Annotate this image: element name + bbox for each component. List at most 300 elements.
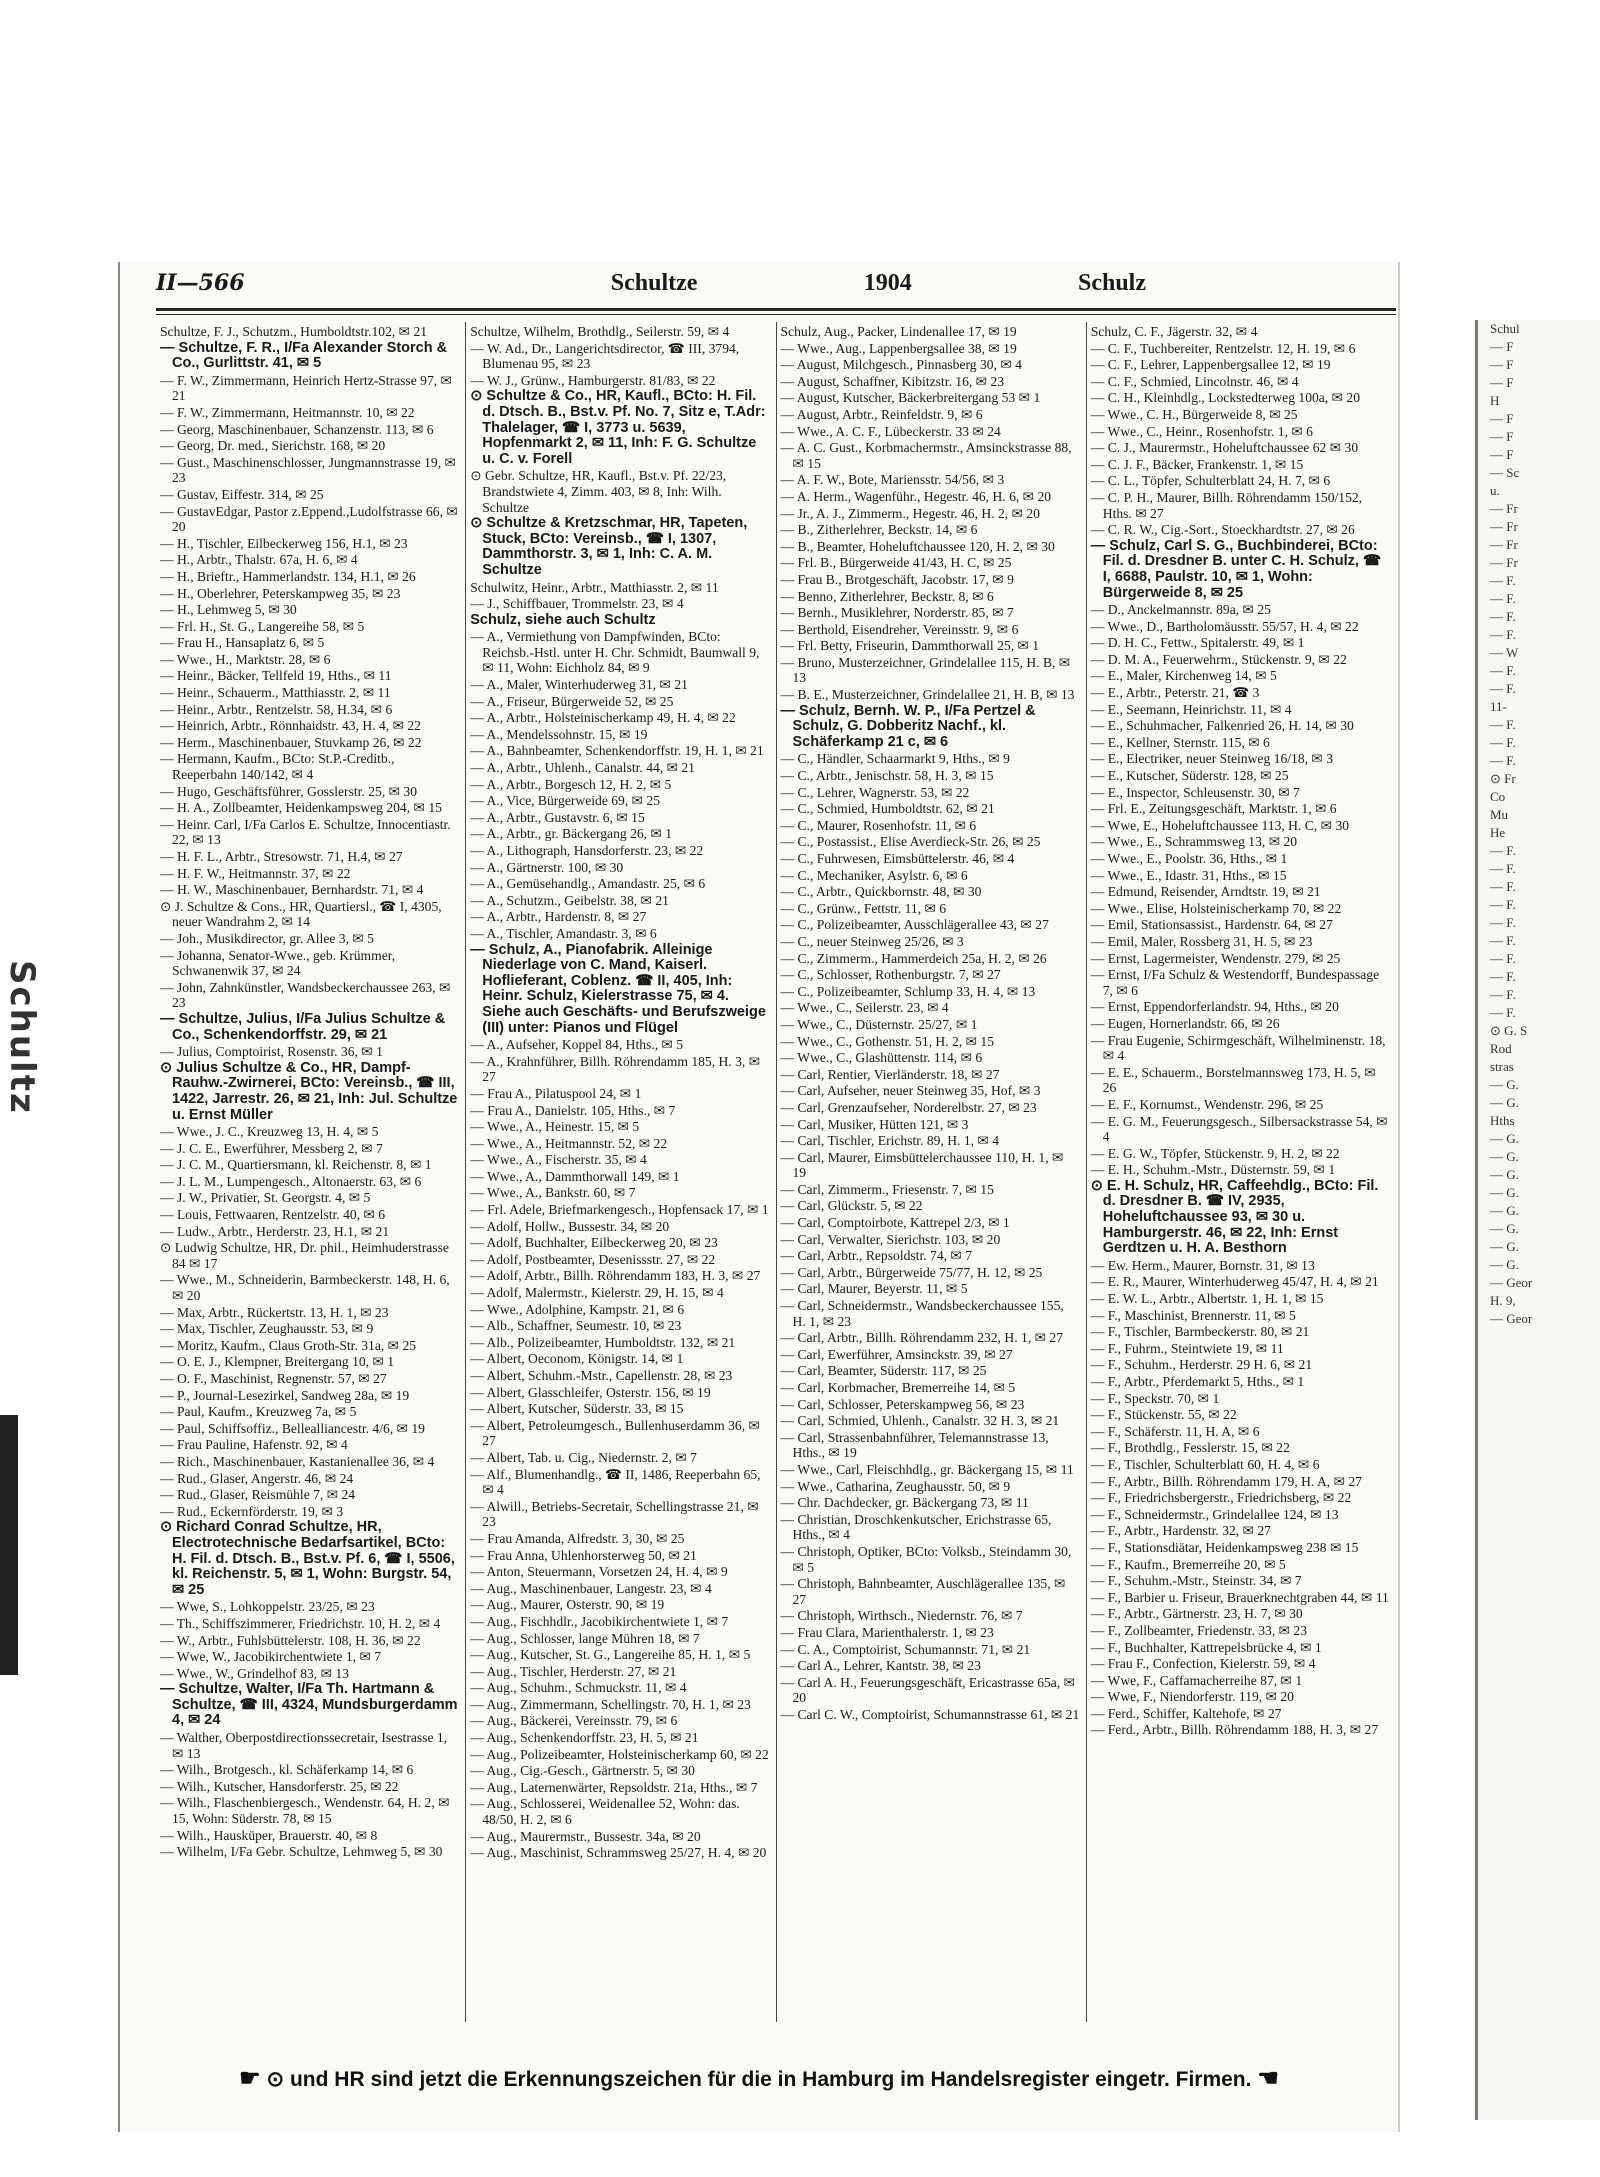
adjacent-page-fragment: — F — [1490, 357, 1514, 372]
directory-entry: — J. C. M., Quartiersmann, kl. Reichenstr. 8, ✉ 1 — [160, 1157, 432, 1173]
directory-entry: — Wwe, W., Jacobikirchentwiete 1, ✉ 7 — [160, 1649, 382, 1665]
directory-entry: ⊙ Schultze & Co., HR, Kaufl., BCto: H. Fil. d. Dtsch. B., Bst.v. Pf. No. 7, Sitz e, T.Adr: Thalelager, ☎ I, 3773 u. 5639, Hopfenmarkt 2, ✉ 11, Inh: F. G. Schultze u. C. v. Forell — [470, 388, 766, 467]
directory-entry: — Schulz, Carl S. G., Buchbinderei, BCto: Fil. d. Dresdner B. unter C. H. Schulz, ☎ I, 6688, Paulstr. 10, ✉ 1, Wohn: Bürgerweide 8, ✉ 25 — [1090, 537, 1382, 601]
directory-entry: — Carl, Musiker, Hütten 121, ✉ 3 — [780, 1116, 969, 1132]
directory-entry: — F., Arbtr., Gärtnerstr. 23, H. 7, ✉ 30 — [1090, 1606, 1303, 1622]
directory-entry: — Aug., Tischler, Herderstr. 27, ✉ 21 — [470, 1663, 677, 1679]
directory-entry: — Alb., Schaffner, Seumestr. 10, ✉ 23 — [470, 1318, 682, 1334]
directory-entry: — Th., Schiffszimmerer, Friedrichstr. 10, H. 2, ✉ 4 — [160, 1615, 441, 1631]
directory-entry: — Hermann, Kaufm., BCto: St.P.-Creditb., Reeperbahn 140/142, ✉ 4 — [160, 751, 395, 783]
directory-entry: — Albert, Tab. u. Cig., Niedernstr. 2, ✉ 7 — [470, 1449, 697, 1465]
directory-entry: — J. W., Privatier, St. Georgstr. 4, ✉ 5 — [160, 1190, 371, 1206]
directory-entry: — E. G. M., Feuerungsgesch., Silbersackstrasse 54, ✉ 4 — [1090, 1113, 1388, 1145]
adjacent-page-fragment: Co — [1490, 789, 1506, 804]
directory-entry: — Anton, Steuermann, Vorsetzen 24, H. 4, ✉ 9 — [470, 1564, 728, 1580]
directory-entry: — Adolf, Buchhalter, Eilbeckerweg 20, ✉ 23 — [470, 1235, 718, 1251]
directory-entry: — H., Tischler, Eilbeckerweg 156, H.1, ✉ 23 — [160, 535, 408, 551]
directory-entry: — August, Kutscher, Bäckerbreitergang 53 ✉ 1 — [780, 390, 1041, 406]
directory-entry: — Alwill., Betriebs-Secretair, Schellingstrasse 21, ✉ 23 — [470, 1498, 759, 1530]
directory-entry: — Aug., Maurer, Osterstr. 90, ✉ 19 — [470, 1597, 665, 1613]
directory-entry: — C., Händler, Schaarmarkt 9, Hths., ✉ 9 — [780, 751, 1010, 767]
directory-entry: — Ernst, Lagermeister, Wendenstr. 279, ✉ 25 — [1090, 950, 1341, 966]
directory-entry: — F., Stationsdiätar, Heidenkampsweg 238 ✉ 15 — [1090, 1539, 1359, 1555]
directory-entry: — Berthold, Eisendreher, Vereinsstr. 9, ✉ 6 — [780, 621, 1019, 637]
directory-entry: — Carl, Arbtr., Bürgerweide 75/77, H. 12, ✉ 25 — [780, 1264, 1043, 1280]
directory-entry: — Adolf, Hollw., Bussestr. 34, ✉ 20 — [470, 1218, 670, 1234]
directory-entry: — Frau Amanda, Alfredstr. 3, 30, ✉ 25 — [470, 1530, 685, 1546]
directory-entry: — Frau Eugenie, Schirmgeschäft, Wilhelminenstr. 18, ✉ 4 — [1090, 1032, 1386, 1064]
directory-entry: — A., Tischler, Amandastr. 3, ✉ 6 — [470, 925, 657, 941]
directory-entry: — C., Schmied, Humboldtstr. 62, ✉ 21 — [780, 801, 995, 817]
directory-entry: — A., Arbtr., Hardenstr. 8, ✉ 27 — [470, 909, 647, 925]
directory-entry: — H., Oberlehrer, Peterskampweg 35, ✉ 23 — [160, 585, 401, 601]
directory-entry: — Schulz, A., Pianofabrik. Alleinige Niederlage von C. Mand, Kaiserl. Hoflieferant, Coblenz. ☎ II, 405, Inh: Heinr. Schulz, Kielerstrasse 75, ✉ 4. Siehe auch Geschäfts- und Berufszweige (III) unter: Pianos und Flügel — [470, 941, 766, 1036]
directory-entry: — C., Mechaniker, Asylstr. 6, ✉ 6 — [780, 867, 968, 883]
directory-entry: — H. F. L., Arbtr., Stresowstr. 71, H.4, ✉ 27 — [160, 849, 403, 864]
directory-entry: — Albert, Schuhm.-Mstr., Capellenstr. 28, ✉ 23 — [470, 1368, 733, 1383]
header-year: 1904 — [863, 270, 912, 296]
directory-entry: — Carl, Rentier, Vierländerstr. 18, ✉ 27 — [780, 1066, 1000, 1082]
directory-entry: — Wwe., C., Düsternstr. 25/27, ✉ 1 — [780, 1016, 978, 1032]
directory-entry: — Ew. Herm., Maurer, Bornstr. 31, ✉ 13 — [1090, 1257, 1315, 1273]
adjacent-page-fragment: — G. — [1490, 1185, 1519, 1200]
adjacent-page-fragment: — F. — [1490, 573, 1516, 588]
directory-entry: — E., Kellner, Sternstr. 115, ✉ 6 — [1090, 734, 1270, 750]
directory-entry: — Adolf, Postbeamter, Desenissstr. 27, ✉ 22 — [470, 1251, 716, 1267]
directory-entry: — A., Arbtr., gr. Bäckergang 26, ✉ 1 — [470, 826, 673, 842]
directory-entry: — C. F., Tuchbereiter, Rentzelstr. 12, H. 19, ✉ 6 — [1090, 340, 1356, 356]
directory-page — [118, 262, 1398, 2132]
directory-entry: — Frau Anna, Uhlenhorsterweg 50, ✉ 21 — [470, 1547, 697, 1563]
directory-entry: — B. E., Musterzeichner, Grindelallee 21, H. B, ✉ 13 — [780, 687, 1075, 703]
directory-entry: — Emil, Maler, Rossberg 31, H. 5, ✉ 23 — [1090, 933, 1313, 949]
directory-entry: — H. F. W., Heitmannstr. 37, ✉ 22 — [160, 865, 351, 881]
directory-entry: — F., Arbtr., Pferdemarkt 5, Hths., ✉ 1 — [1090, 1374, 1305, 1389]
directory-entry: — August, Milchgesch., Pinnasberg 30, ✉ 4 — [780, 357, 1022, 373]
directory-entry: — F., Zollbeamter, Friedenstr. 33, ✉ 23 — [1090, 1622, 1308, 1638]
header-left-name: Schultze — [610, 270, 698, 296]
directory-entry: — Wwe, E., Hoheluftchaussee 113, H. C, ✉ 30 — [1090, 817, 1350, 833]
directory-entry: — F., Tischler, Schulterblatt 60, H. 4, ✉ 6 — [1090, 1456, 1320, 1472]
header-right-name: Schulz — [1077, 270, 1146, 296]
adjacent-page-fragment: Schul — [1490, 321, 1520, 336]
directory-entry: ⊙ Gebr. Schultze, HR, Kaufl., Bst.v. Pf. 22/23, Brandstwiete 4, Zimm. 403, ✉ 8, Inh: Wilh. Schultze — [470, 468, 727, 515]
adjacent-page-fragment: — F. — [1490, 609, 1516, 624]
directory-entry: — Wwe., J. C., Kreuzweg 13, H. 4, ✉ 5 — [160, 1124, 379, 1140]
adjacent-page-fragment: — F. — [1490, 933, 1516, 948]
directory-entry: — Frl. Adele, Briefmarkengesch., Hopfensack 17, ✉ 1 — [470, 1202, 769, 1218]
adjacent-page-fragment: ⊙ G. S — [1490, 1023, 1528, 1038]
directory-entry: — F., Schuhm.-Mstr., Steinstr. 34, ✉ 7 — [1090, 1573, 1302, 1589]
directory-entry: — Adolf, Arbtr., Billh. Röhrendamm 183, H. 3, ✉ 27 — [470, 1268, 761, 1284]
adjacent-page-fragment: — F — [1490, 411, 1514, 426]
directory-entry: — E., Seemann, Heinrichstr. 11, ✉ 4 — [1090, 701, 1292, 717]
adjacent-page-edge — [1475, 320, 1600, 2120]
directory-entry: — Carl, Ewerführer, Amsinckstr. 39, ✉ 27 — [780, 1346, 1013, 1362]
directory-entry: — Albert, Petroleumgesch., Bullenhuserdamm 36, ✉ 27 — [470, 1417, 760, 1449]
directory-entry: — Wwe, F., Caffamacherreihe 87, ✉ 1 — [1090, 1672, 1303, 1688]
adjacent-page-fragment: — G. — [1490, 1203, 1519, 1218]
directory-entry: — GustavEdgar, Pastor z.Eppend.,Ludolfstrasse 66, ✉ 20 — [160, 503, 458, 535]
adjacent-page-fragment: — F — [1490, 429, 1514, 444]
directory-entry: — Heinr., Schauerm., Matthiasstr. 2, ✉ 11 — [160, 685, 391, 701]
directory-entry: — Paul, Schiffsoffiz., Bellealliancestr. 4/6, ✉ 19 — [160, 1420, 425, 1436]
adjacent-page-fragment: Hths — [1490, 1113, 1515, 1128]
adjacent-page-fragment: — F — [1490, 339, 1514, 354]
directory-entry: — Carl, Schneidermstr., Wandsbeckerchaussee 155, H. 1, ✉ 23 — [780, 1298, 1064, 1329]
directory-entry: — O. F., Maschinist, Regnenstr. 57, ✉ 27 — [160, 1371, 387, 1386]
adjacent-page-fragment: — F. — [1490, 753, 1516, 768]
column-1 — [156, 322, 466, 2022]
directory-entry: — Alf., Blumenhandlg., ☎ II, 1486, Reeperbahn 65, ✉ 4 — [470, 1466, 761, 1498]
directory-entry: — Aug., Cig.-Gesch., Gärtnerstr. 5, ✉ 30 — [470, 1763, 695, 1779]
directory-entry: — Wwe., A., Heitmannstr. 52, ✉ 22 — [470, 1135, 668, 1151]
directory-entry: — Schultze, Julius, I/Fa Julius Schultze & Co., Schenkendorffstr. 29, ✉ 21 — [160, 1010, 446, 1043]
directory-entry: — Carl, Korbmacher, Bremerreihe 14, ✉ 5 — [780, 1380, 1016, 1395]
directory-entry: ⊙ E. H. Schulz, HR, Caffeehdlg., BCto: Fil. d. Dresdner B. ☎ IV, 2935, Hoheluftchaussee 93, ✉ 30 u. Hamburgerstr. 46, ✉ 22, Inh: Ernst Gerdtzen u. H. A. Besthorn — [1090, 1177, 1379, 1257]
directory-entry: — E., Inspector, Schleusenstr. 30, ✉ 7 — [1090, 784, 1300, 800]
adjacent-page-fragment: — G. — [1490, 1149, 1519, 1164]
directory-entry: — Carl, Verwalter, Sierichstr. 103, ✉ 20 — [780, 1231, 1001, 1247]
directory-entry: — F., Friedrichsbergerstr., Friedrichsberg, ✉ 22 — [1090, 1490, 1352, 1506]
directory-entry: Schulwitz, Heinr., Arbtr., Matthiasstr. 2, ✉ 11 — [470, 579, 719, 595]
directory-entry: — Aug., Bäckerei, Vereinsstr. 79, ✉ 6 — [470, 1713, 678, 1729]
directory-entry: — A., Schutzm., Geibelstr. 38, ✉ 21 — [470, 892, 669, 908]
directory-entry: — W. J., Grünw., Hamburgerstr. 81/83, ✉ 22 — [470, 372, 716, 388]
directory-entry: — Aug., Schenkendorffstr. 23, H. 5, ✉ 21 — [470, 1730, 699, 1746]
directory-entry: — Ernst, Eppendorferlandstr. 94, Hths., ✉ 20 — [1090, 999, 1339, 1015]
directory-entry: — A., Aufseher, Koppel 84, Hths., ✉ 5 — [470, 1037, 684, 1053]
directory-entry: — W. Ad., Dr., Langerichtsdirector, ☎ III, 3794, Blumenau 95, ✉ 23 — [470, 340, 740, 372]
directory-entry: — F., Arbtr., Hardenstr. 32, ✉ 27 — [1090, 1523, 1271, 1539]
directory-entry: — Aug., Maschinenbauer, Langestr. 23, ✉ 4 — [470, 1580, 712, 1596]
directory-entry: — F., Arbtr., Billh. Röhrendamm 179, H. A, ✉ 27 — [1090, 1473, 1362, 1489]
adjacent-page-fragment: — Geor — [1490, 1311, 1533, 1326]
directory-entry: — C., Grünw., Fettstr. 11, ✉ 6 — [780, 900, 947, 916]
directory-entry: ⊙ J. Schultze & Cons., HR, Quartiersl., ☎ I, 4305, neuer Wandrahm 2, ✉ 14 — [160, 898, 442, 930]
directory-entry: — Wwe., A., Fischerstr. 35, ✉ 4 — [470, 1152, 647, 1168]
directory-entry: — F., Stückenstr. 55, ✉ 22 — [1090, 1407, 1237, 1423]
directory-entry: — Aug., Maschinist, Schrammsweg 25/27, H. 4, ✉ 20 — [470, 1845, 767, 1861]
directory-entry: — Albert, Glasschleifer, Osterstr. 156, ✉ 19 — [470, 1384, 711, 1400]
directory-entry: — Aug., Schlosserei, Weidenallee 52, Wohn: das. 48/50, H. 2, ✉ 6 — [470, 1796, 740, 1828]
directory-entry: — Wwe, F., Niendorferstr. 119, ✉ 20 — [1090, 1689, 1294, 1705]
adjacent-page-fragment: — Geor — [1490, 1275, 1533, 1290]
directory-entry: — H., Arbtr., Thalstr. 67a, H. 6, ✉ 4 — [160, 552, 358, 568]
directory-entry: — Aug., Schlosser, lange Mühren 18, ✉ 7 — [470, 1630, 700, 1646]
directory-columns — [156, 322, 1396, 2022]
directory-entry: — B., Beamter, Hoheluftchaussee 120, H. 2, ✉ 30 — [780, 538, 1055, 554]
directory-entry: — Wwe., C. H., Bürgerweide 8, ✉ 25 — [1090, 406, 1298, 422]
directory-entry: — Aug., Fischhdlr., Jacobikirchentwiete 1, ✉ 7 — [470, 1613, 729, 1629]
directory-entry: — F. W., Zimmermann, Heitmannstr. 10, ✉ 22 — [160, 404, 415, 420]
directory-entry: — Aug., Kutscher, St. G., Langereihe 85, H. 1, ✉ 5 — [470, 1647, 751, 1663]
footer-note: ⊙ und HR sind jetzt die Erkennungszeichen für die in Hamburg im Handelsregister eingetr. Firmen. — [266, 2068, 1252, 2091]
directory-entry: — Rud., Glaser, Angerstr. 46, ✉ 24 — [160, 1470, 354, 1486]
directory-entry: — Wwe., W., Grindelhof 83, ✉ 13 — [160, 1665, 349, 1681]
column-2 — [466, 322, 776, 2022]
directory-entry: — Hugo, Geschäftsführer, Gosslerstr. 25, ✉ 30 — [160, 783, 417, 799]
adjacent-page-fragment: — F. — [1490, 663, 1516, 678]
directory-entry: — Wwe., A. C. F., Lübeckerstr. 33 ✉ 24 — [780, 423, 1001, 439]
directory-entry: — Heinr., Arbtr., Rentzelstr. 58, H.34, ✉ 6 — [160, 701, 393, 717]
adjacent-page-fragment: 11- — [1490, 699, 1507, 714]
directory-entry: — Wwe., Adolphine, Kampstr. 21, ✉ 6 — [470, 1301, 685, 1317]
directory-entry: — Georg, Maschinenbauer, Schanzenstr. 113, ✉ 6 — [160, 421, 434, 437]
directory-entry: — Christoph, Optiker, BCto: Volksb., Steindamm 30, ✉ 5 — [780, 1543, 1072, 1575]
directory-entry: — Louis, Fettwaaren, Rentzelstr. 40, ✉ 6 — [160, 1207, 386, 1223]
directory-entry: — Carl, Schlosser, Peterskampweg 56, ✉ 23 — [780, 1396, 1025, 1412]
directory-entry: — Carl, Beamter, Süderstr. 117, ✉ 25 — [780, 1363, 987, 1379]
adjacent-page-fragment: u. — [1490, 483, 1500, 498]
directory-entry: — Chr. Dachdecker, gr. Bäckergang 73, ✉ 11 — [780, 1495, 1029, 1511]
directory-entry: — E., Maler, Kirchenweg 14, ✉ 5 — [1090, 668, 1277, 684]
directory-entry: — Frl. E., Zeitungsgeschäft, Marktstr. 1, ✉ 6 — [1090, 801, 1337, 817]
directory-entry: Schulz, C. F., Jägerstr. 32, ✉ 4 — [1090, 324, 1258, 339]
directory-entry: — Max, Arbtr., Rückertstr. 13, H. 1, ✉ 23 — [160, 1304, 389, 1320]
directory-entry: — Paul, Kaufm., Kreuzweg 7a, ✉ 5 — [160, 1404, 357, 1420]
directory-entry: — Ferd., Schiffer, Kaltehofe, ✉ 27 — [1090, 1705, 1282, 1721]
adjacent-page-fragment: — G. — [1490, 1221, 1519, 1236]
adjacent-page-fragment: — G. — [1490, 1131, 1519, 1146]
directory-entry: — Schultze, F. R., I/Fa Alexander Storch & Co., Gurlittstr. 41, ✉ 5 — [160, 339, 448, 372]
directory-entry: — Frau F., Confection, Kielerstr. 59, ✉ 4 — [1090, 1656, 1316, 1672]
directory-entry: — Ferd., Arbtr., Billh. Röhrendamm 188, H. 3, ✉ 27 — [1090, 1722, 1379, 1738]
directory-entry: — Aug., Laternenwärter, Repsoldstr. 21a, Hths., ✉ 7 — [470, 1779, 758, 1795]
directory-entry: — Heinr. Carl, I/Fa Carlos E. Schultze, Innocentiastr. 22, ✉ 13 — [160, 816, 451, 848]
adjacent-page-fragment: — F. — [1490, 879, 1516, 894]
directory-entry: — H. W., Maschinenbauer, Bernhardstr. 71, ✉ 4 — [160, 882, 424, 898]
adjacent-page-fragment: — F. — [1490, 591, 1516, 606]
page-footer — [120, 2064, 1398, 2093]
directory-entry: — F., Speckstr. 70, ✉ 1 — [1090, 1390, 1220, 1406]
directory-entry: — J. C. E., Ewerführer, Messberg 2, ✉ 7 — [160, 1140, 383, 1156]
adjacent-page-fragment: — F — [1490, 375, 1514, 390]
directory-entry: — Rud., Eckernförderstr. 19, ✉ 3 — [160, 1503, 344, 1519]
directory-entry: — Rich., Maschinenbauer, Kastanienallee 36, ✉ 4 — [160, 1453, 435, 1469]
adjacent-page-fragment: — F. — [1490, 969, 1516, 984]
directory-entry: — Carl, Arbtr., Repsoldstr. 74, ✉ 7 — [780, 1248, 973, 1264]
directory-entry: — Aug., Maurermstr., Bussestr. 34a, ✉ 20 — [470, 1828, 701, 1844]
directory-entry: — Wwe., A., Bankstr. 60, ✉ 7 — [470, 1185, 636, 1201]
directory-entry: — Jr., A. J., Zimmerm., Hegestr. 46, H. 2, ✉ 20 — [780, 505, 1040, 521]
adjacent-page-fragment: — Fr — [1490, 537, 1518, 552]
directory-entry: — Herm., Maschinenbauer, Stuvkamp 26, ✉ 22 — [160, 734, 422, 750]
adjacent-page-fragment: — G. — [1490, 1095, 1519, 1110]
adjacent-page-fragment: — F. — [1490, 987, 1516, 1002]
directory-entry: — H., Lehmweg 5, ✉ 30 — [160, 602, 297, 618]
directory-entry: — Frau A., Pilatuspool 24, ✉ 1 — [470, 1085, 642, 1101]
adjacent-page-fragment: — G. — [1490, 1257, 1519, 1272]
directory-entry: — Wwe., Carl, Fleischhdlg., gr. Bäckergang 15, ✉ 11 — [780, 1461, 1074, 1477]
directory-entry: — Carl, Strassenbahnführer, Telemannstrasse 13, Hths., ✉ 19 — [780, 1429, 1049, 1461]
directory-entry: — Alb., Polizeibeamter, Humboldtstr. 132, ✉ 21 — [470, 1334, 736, 1350]
directory-entry: — Edmund, Reisender, Arndtstr. 19, ✉ 21 — [1090, 884, 1321, 900]
directory-entry: — A., Arbtr., Uhlenh., Canalstr. 44, ✉ 21 — [470, 760, 695, 776]
directory-entry: — Carl, Aufseher, neuer Steinweg 35, Hof, ✉ 3 — [780, 1083, 1041, 1099]
directory-entry: — Wwe., Aug., Lappenbergsallee 38, ✉ 19 — [780, 340, 1017, 356]
directory-entry: — A., Arbtr., Gustavstr. 6, ✉ 15 — [470, 809, 645, 825]
adjacent-page-fragment: Mu — [1490, 807, 1509, 822]
directory-entry: — C. F., Lehrer, Lappenbergsallee 12, ✉ 19 — [1090, 357, 1331, 373]
directory-entry: — Julius, Comptoirist, Rosenstr. 36, ✉ 1 — [160, 1044, 383, 1060]
directory-entry: — B., Zitherlehrer, Beckstr. 14, ✉ 6 — [780, 522, 978, 538]
pointing-hand-right-icon: ☚ — [1257, 2065, 1279, 2092]
directory-entry: — Wwe., E., Idastr. 31, Hths., ✉ 15 — [1090, 867, 1287, 883]
directory-entry: — Heinr., Bäcker, Tellfeld 19, Hths., ✉ 11 — [160, 668, 392, 684]
directory-entry: — E. G. W., Töpfer, Stückenstr. 9, H. 2, ✉ 22 — [1090, 1145, 1340, 1161]
directory-entry: — Wwe., C., Gothenstr. 51, H. 2, ✉ 15 — [780, 1033, 995, 1049]
directory-entry: ⊙ Ludwig Schultze, HR, Dr. phil., Heimhuderstrasse 84 ✉ 17 — [160, 1240, 449, 1271]
directory-entry: — Max, Tischler, Zeughausstr. 53, ✉ 9 — [160, 1321, 374, 1337]
adjacent-page-fragment: — F. — [1490, 735, 1516, 750]
directory-entry: — Frau Pauline, Hafenstr. 92, ✉ 4 — [160, 1437, 348, 1453]
directory-entry: — F., Buchhalter, Kattrepelsbrücke 4, ✉ 1 — [1090, 1639, 1322, 1655]
directory-entry: — Wilh., Kutscher, Hansdorferstr. 25, ✉ 22 — [160, 1778, 399, 1794]
directory-entry: — Wilh., Hausküper, Brauerstr. 40, ✉ 8 — [160, 1827, 378, 1843]
directory-entry: — A., Lithograph, Hansdorferstr. 23, ✉ 22 — [470, 843, 704, 858]
directory-entry: — D., Anckelmannstr. 89a, ✉ 25 — [1090, 602, 1271, 618]
directory-entry: — Wwe., C., Glashüttenstr. 114, ✉ 6 — [780, 1050, 983, 1066]
directory-entry: — August, Arbtr., Reinfeldstr. 9, ✉ 6 — [780, 406, 983, 422]
directory-entry: — Frau B., Brotgeschäft, Jacobstr. 17, ✉ 9 — [780, 571, 1014, 587]
adjacent-page-fragment: — F. — [1490, 951, 1516, 966]
directory-entry: — F., Barbier u. Friseur, Brauerknechtgraben 44, ✉ 11 — [1090, 1589, 1389, 1605]
directory-entry: — F., Fuhrm., Steintwiete 19, ✉ 11 — [1090, 1340, 1284, 1356]
directory-entry: — C. J., Maurermstr., Hoheluftchaussee 62 ✉ 30 — [1090, 440, 1359, 456]
directory-entry: — Johanna, Senator-Wwe., geb. Krümmer, Schwanenwik 37, ✉ 24 — [160, 947, 396, 979]
directory-entry: — E., Electriker, neuer Steinweg 16/18, ✉ 3 — [1090, 751, 1334, 767]
directory-entry: — Emil, Stationsassist., Hardenstr. 64, ✉ 27 — [1090, 917, 1333, 933]
directory-entry: — Carl, Maurer, Eimsbüttelerchaussee 110, H. 1, ✉ 19 — [780, 1149, 1064, 1181]
directory-entry: — C., neuer Steinweg 25/26, ✉ 3 — [780, 933, 964, 949]
directory-entry: — A., Arbtr., Borgesch 12, H. 2, ✉ 5 — [470, 776, 672, 792]
directory-entry: — A., Gärtnerstr. 100, ✉ 30 — [470, 859, 624, 875]
adjacent-page-fragment: — G. — [1490, 1077, 1519, 1092]
directory-entry: — Gust., Maschinenschlosser, Jungmannstrasse 19, ✉ 23 — [160, 454, 456, 486]
directory-entry: — Wilh., Flaschenbiergesch., Wendenstr. 64, H. 2, ✉ 15, Wohn: Süderstr. 78, ✉ 15 — [160, 1795, 450, 1827]
directory-entry: — Benno, Zitherlehrer, Beckstr. 8, ✉ 6 — [780, 588, 994, 604]
directory-entry: — C. F., Schmied, Lincolnstr. 46, ✉ 4 — [1090, 373, 1299, 389]
directory-entry: — Wilh., Brotgesch., kl. Schäferkamp 14, ✉ 6 — [160, 1762, 414, 1778]
directory-entry: — C. J. F., Bäcker, Frankenstr. 1, ✉ 15 — [1090, 456, 1304, 472]
directory-entry: — Ludw., Arbtr., Herderstr. 23, H.1, ✉ 21 — [160, 1223, 390, 1239]
directory-entry: — W., Arbtr., Fuhlsbüttelerstr. 108, H. 36, ✉ 22 — [160, 1632, 421, 1648]
directory-entry: — Carl, Glückstr. 5, ✉ 22 — [780, 1198, 923, 1214]
directory-entry: Schultze, Wilhelm, Brothdlg., Seilerstr. 59, ✉ 4 — [470, 324, 730, 339]
adjacent-page-fragment: — W — [1490, 645, 1519, 660]
directory-entry: — Carl A., Lehrer, Kantstr. 38, ✉ 23 — [780, 1658, 981, 1674]
directory-entry: — C., Schlosser, Rothenburgstr. 7, ✉ 27 — [780, 967, 1001, 983]
directory-entry: — A., Friseur, Bürgerweide 52, ✉ 25 — [470, 693, 674, 709]
adjacent-page-fragment: — F. — [1490, 897, 1516, 912]
margin-fragment-text: Schultz — [2, 960, 42, 1115]
directory-entry: — Wwe., M., Schneiderin, Barmbeckerstr. 148, H. 6, ✉ 20 — [160, 1272, 450, 1304]
adjacent-page-fragment: — Fr — [1490, 519, 1518, 534]
directory-entry: — C., Polizeibeamter, Schlump 33, H. 4, ✉ 13 — [780, 983, 1036, 999]
adjacent-page-fragment: — F. — [1490, 627, 1516, 642]
directory-entry: — D. M. A., Feuerwehrm., Stückenstr. 9, ✉ 22 — [1090, 651, 1347, 667]
directory-entry: — A., Krahnführer, Billh. Röhrendamm 185, H. 3, ✉ 27 — [470, 1053, 761, 1085]
directory-entry: — Christoph, Bahnbeamter, Auschlägerallee 135, ✉ 27 — [780, 1576, 1066, 1607]
directory-entry: ⊙ Schultze & Kretzschmar, HR, Tapeten, Stuck, BCto: Vereinsb., ☎ I, 1307, Dammthorstr. 3, ✉ 1, Inh: C. A. M. Schultze — [470, 515, 748, 578]
directory-entry: — A., Arbtr., Holsteinischerkamp 49, H. 4, ✉ 22 — [470, 710, 736, 726]
directory-entry: — Wwe, S., Lohkoppelstr. 23/25, ✉ 23 — [160, 1599, 375, 1615]
adjacent-page-fragment: — G. — [1490, 1239, 1519, 1254]
adjacent-page-fragment: — F. — [1490, 1005, 1516, 1020]
directory-entry: — F., Maschinist, Brennerstr. 11, ✉ 5 — [1090, 1307, 1296, 1323]
pointing-hand-left-icon: ☛ — [239, 2065, 261, 2092]
page-number: II—566 — [156, 270, 245, 296]
directory-entry: — F., Schuhm., Herderstr. 29 H. 6, ✉ 21 — [1090, 1357, 1313, 1373]
adjacent-page-fragment: — F. — [1490, 915, 1516, 930]
directory-entry: — E., Arbtr., Peterstr. 21, ☎ 3 — [1090, 685, 1260, 701]
header-rule-thick — [156, 308, 1396, 311]
directory-entry: — F., Brothdlg., Fesslerstr. 15, ✉ 22 — [1090, 1440, 1290, 1456]
directory-entry: — E. F., Kornumst., Wendenstr. 296, ✉ 25 — [1090, 1096, 1324, 1112]
directory-entry: ⊙ Richard Conrad Schultze, HR, Electrotechnische Bedarfsartikel, BCto: H. Fil. d. Dtsch. B., Bst.v. Pf. 6, ☎ I, 5506, kl. Reichenstr. 5, ✉ 1, Wohn: Burgstr. 54, ✉ 25 — [160, 1519, 455, 1598]
directory-entry: — Schultze, Walter, I/Fa Th. Hartmann & Schultze, ☎ III, 4324, Mundsburgerdamm 4, ✉ 24 — [160, 1681, 458, 1729]
adjacent-page-fragment: — F. — [1490, 843, 1516, 858]
directory-entry: — A., Mendelssohnstr. 15, ✉ 19 — [470, 726, 648, 742]
directory-entry: — E. H., Schuhm.-Mstr., Düsternstr. 59, ✉ 1 — [1090, 1162, 1336, 1178]
directory-entry: — Christian, Droschkenkutscher, Erichstrasse 65, Hths., ✉ 4 — [780, 1511, 1052, 1543]
directory-entry: — J., Schiffbauer, Trommelstr. 23, ✉ 4 — [470, 596, 684, 612]
directory-entry: — C. P. H., Maurer, Billh. Röhrendamm 150/152, Hths. ✉ 27 — [1090, 489, 1363, 521]
directory-entry: — Christoph, Wirthsch., Niedernstr. 76, ✉ 7 — [780, 1608, 1023, 1624]
directory-entry: — Moritz, Kaufm., Claus Groth-Str. 31a, ✉ 25 — [160, 1337, 417, 1353]
directory-entry: — Wwe., E., Poolstr. 36, Hths., ✉ 1 — [1090, 851, 1288, 866]
directory-entry: — Heinrich, Arbtr., Rönnhaidstr. 43, H. 4, ✉ 22 — [160, 718, 421, 734]
directory-entry: — Carl, Tischler, Erichstr. 89, H. 1, ✉ 4 — [780, 1133, 1000, 1149]
directory-entry: — Rud., Glaser, Reismühle 7, ✉ 24 — [160, 1487, 356, 1503]
directory-entry: Schultze, F. J., Schutzm., Humboldtstr.102, ✉ 21 — [160, 324, 428, 339]
directory-entry: — Wwe., Catharina, Zeughausstr. 50, ✉ 9 — [780, 1478, 1011, 1494]
directory-entry: — F., Schäferstr. 11, H. A, ✉ 6 — [1090, 1423, 1260, 1439]
directory-entry: — Carl, Schmied, Uhlenh., Canalstr. 32 H. 3, ✉ 21 — [780, 1413, 1060, 1429]
directory-entry: — H. A., Zollbeamter, Heidenkampsweg 204, ✉ 15 — [160, 800, 442, 816]
directory-entry: — Albert, Oeconom, Königstr. 14, ✉ 1 — [470, 1351, 684, 1367]
directory-entry: ⊙ Julius Schultze & Co., HR, Dampf-Rauhw.-Zwirnerei, BCto: Vereinsb., ☎ III, 1422, Jarrestr. 26, ✉ 21, Inh: Jul. Schultze u. Ernst Müller — [160, 1059, 458, 1123]
directory-entry: — Frl. Betty, Friseurin, Dammthorwall 25, ✉ 1 — [780, 638, 1040, 654]
directory-entry: — Wwe., A., Heinestr. 15, ✉ 5 — [470, 1119, 640, 1135]
directory-entry: — C. L., Töpfer, Schulterblatt 24, H. 7, ✉ 6 — [1090, 473, 1331, 489]
page-header — [156, 270, 1396, 304]
directory-entry: — F. W., Zimmermann, Heinrich Hertz-Strasse 97, ✉ 21 — [160, 372, 452, 404]
directory-entry: — Carl, Grenzaufseher, Norderelbstr. 27, ✉ 23 — [780, 1099, 1037, 1115]
directory-entry: — Walther, Oberpostdirectionssecretair, Isestrasse 1, ✉ 13 — [160, 1730, 448, 1761]
adjacent-page-fragment: — Fr — [1490, 501, 1518, 516]
directory-entry: — F., Kaufm., Bremerreihe 20, ✉ 5 — [1090, 1556, 1286, 1572]
directory-entry: — A., Gemüsehandlg., Amandastr. 25, ✉ 6 — [470, 876, 706, 892]
directory-entry: — Wwe., E., Schrammsweg 13, ✉ 20 — [1090, 834, 1298, 850]
directory-entry: — C. R. W., Cig.-Sort., Stoeckhardtstr. 27, ✉ 26 — [1090, 522, 1355, 538]
directory-entry: — C., Maurer, Rosenhofstr. 11, ✉ 6 — [780, 817, 977, 833]
directory-entry: — A. C. Gust., Korbmachermstr., Amsinckstrasse 88, ✉ 15 — [780, 440, 1072, 471]
directory-entry: — E., Schuhmacher, Falkenried 26, H. 14, ✉ 30 — [1090, 718, 1354, 734]
directory-entry: — J. L. M., Lumpengesch., Altonaerstr. 63, ✉ 6 — [160, 1173, 422, 1189]
directory-entry: — Wilhelm, I/Fa Gebr. Schultze, Lehmweg 5, ✉ 30 — [160, 1844, 443, 1860]
directory-entry: — Schulz, Bernh. W. P., I/Fa Pertzel & Schulz, G. Dobberitz Nachf., kl. Schäferkamp 21 c, ✉ 6 — [780, 702, 1036, 750]
directory-entry: Schulz, siehe auch Schultz — [470, 611, 656, 628]
directory-entry: — Gustav, Eiffestr. 314, ✉ 25 — [160, 486, 324, 502]
directory-entry: — C., Lehrer, Wagnerstr. 53, ✉ 22 — [780, 784, 970, 800]
adjacent-page-fragment: H. 9, — [1490, 1293, 1516, 1308]
directory-entry: — C., Zimmerm., Hammerdeich 25a, H. 2, ✉ 26 — [780, 950, 1047, 966]
directory-entry: — C. H., Kleinhdlg., Lockstedterweg 100a, ✉ 20 — [1090, 390, 1360, 406]
adjacent-page-fragment: — G. — [1490, 1167, 1519, 1182]
column-4 — [1087, 322, 1396, 2022]
